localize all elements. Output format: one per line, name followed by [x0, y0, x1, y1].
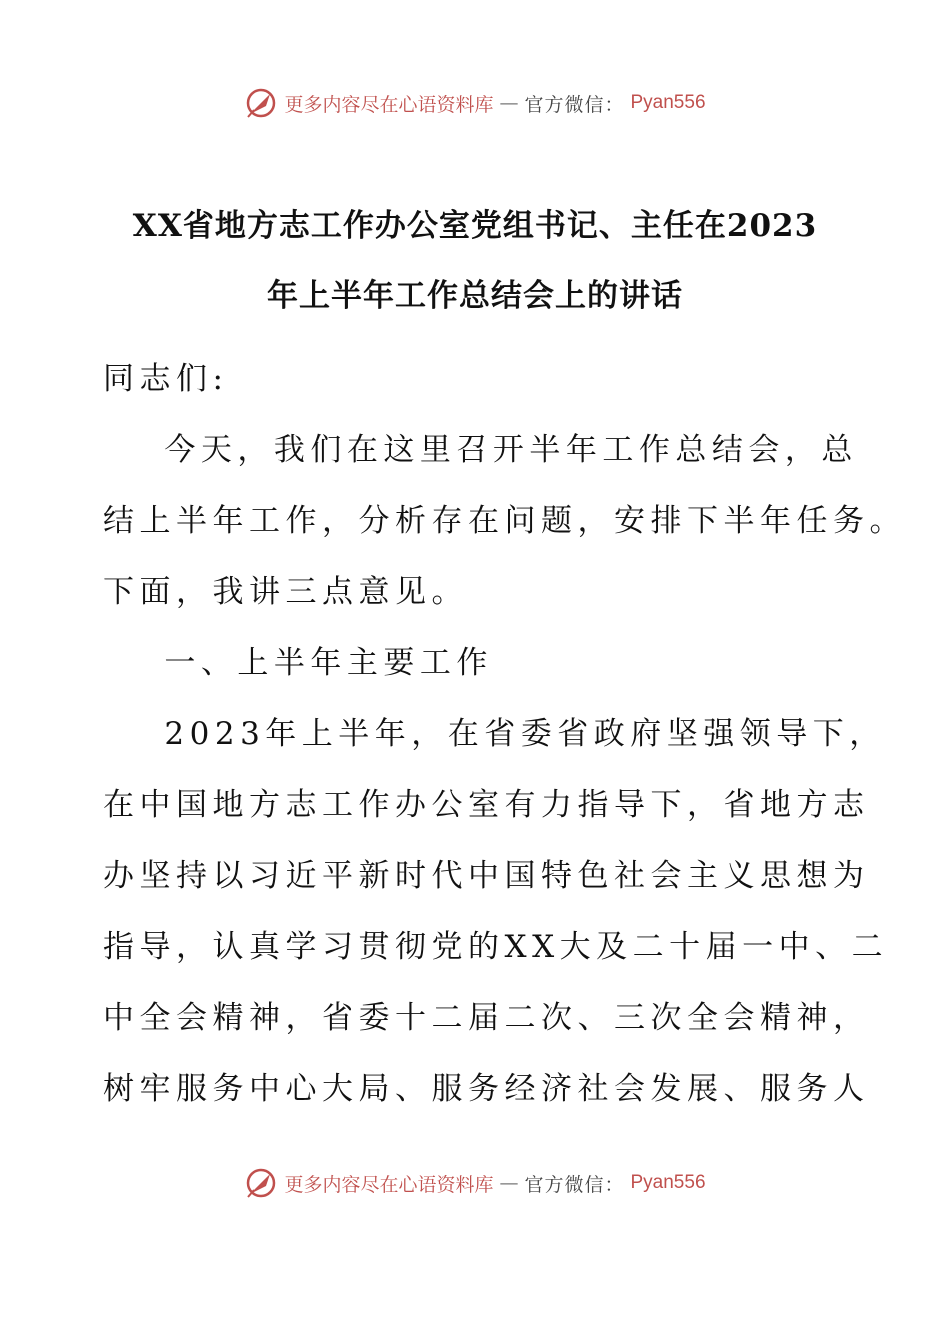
watermark-brand: 更多内容尽在心语资料库: [284, 93, 494, 116]
watermark-label: 官方微信：: [524, 1173, 625, 1196]
watermark-footer: [0, 1166, 950, 1200]
watermark-id: Pyan556: [630, 92, 706, 113]
text-line: 在中国地方志工作办公室有力指导下，省地方志: [103, 787, 870, 823]
text-line: 指导，认真学习贯彻党的XX大及二十届一中、二: [103, 929, 889, 965]
quill-logo-icon: [244, 1166, 278, 1200]
watermark-label: 官方微信：: [524, 93, 625, 116]
text-line: 今天，我们在这里召开半年工作总结会，总: [103, 432, 858, 468]
text-line: 结上半年工作，分析存在问题，安排下半年任务。: [103, 503, 906, 539]
watermark-id: Pyan556: [630, 1172, 706, 1193]
watermark-dash: —: [499, 1172, 519, 1194]
quill-logo-icon: [244, 86, 278, 120]
text-line: 同志们:: [103, 361, 229, 397]
text-line: 下面，我讲三点意见。: [103, 574, 468, 610]
body-text: [103, 344, 906, 1125]
watermark-brand: 更多内容尽在心语资料库: [284, 1173, 494, 1196]
document-title-line-1: XX省地方志工作办公室党组书记、主任在2023: [132, 208, 818, 244]
section-heading: 一、上半年主要工作: [103, 645, 493, 681]
text-line: 办坚持以习近平新时代中国特色社会主义思想为: [103, 858, 870, 894]
watermark-dash: —: [499, 92, 519, 114]
text-line: 树牢服务中心大局、服务经济社会发展、服务人: [103, 1071, 870, 1107]
document-title-line-2: 年上半年工作总结会上的讲话: [267, 278, 683, 314]
text-line: 2023年上半年，在省委省政府坚强领导下，: [103, 716, 886, 752]
watermark-header: [0, 86, 950, 120]
text-line: 中全会精神，省委十二届二次、三次全会精神，: [103, 1000, 870, 1036]
